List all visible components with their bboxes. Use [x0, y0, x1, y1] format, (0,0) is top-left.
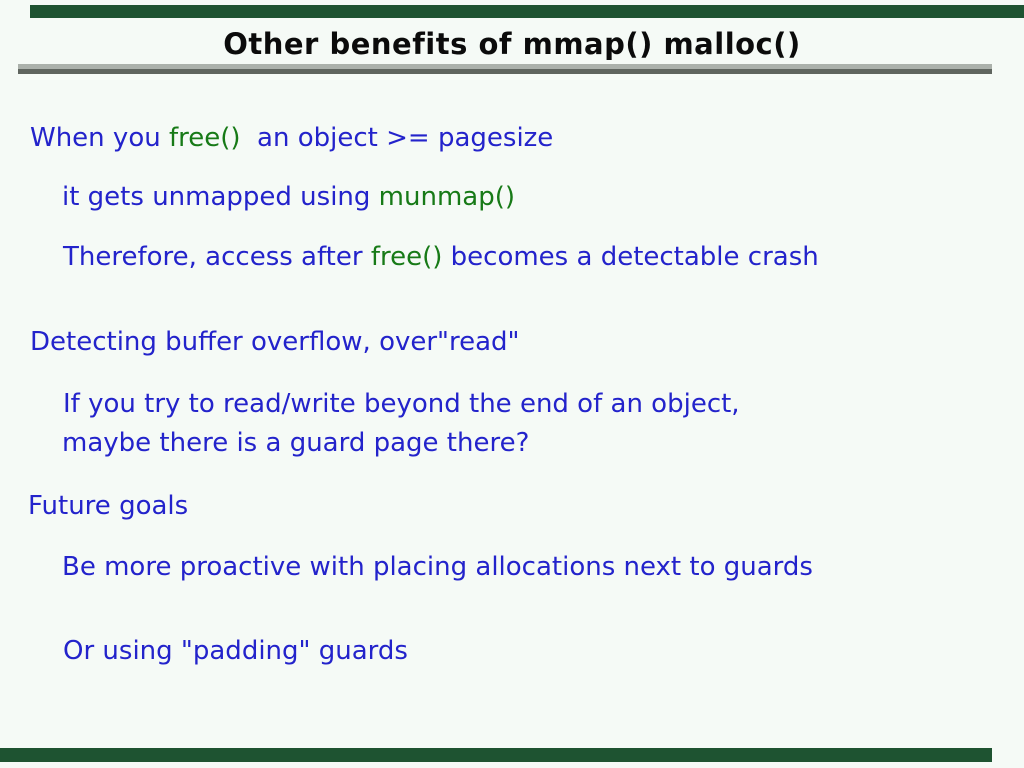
- body-text: Or using "padding" guards: [63, 636, 408, 666]
- body-text: Detecting buffer overflow, over"read": [30, 327, 520, 357]
- body-text: an object >= pagesize: [240, 123, 554, 153]
- bottom-green-bar: [0, 748, 992, 762]
- text-line: [62, 551, 813, 583]
- text-line: [62, 427, 529, 459]
- body-text: becomes a detectable crash: [442, 242, 819, 272]
- body-text: If you try to read/write beyond the end of an object,: [63, 389, 740, 419]
- code-text: munmap(): [378, 182, 516, 212]
- code-text: free(): [370, 242, 443, 272]
- slide-title: Other benefits of mmap() malloc(): [223, 27, 801, 61]
- text-line: [63, 635, 408, 667]
- body-text: maybe there is a guard page there?: [62, 428, 530, 458]
- top-green-bar: [30, 5, 1024, 18]
- body-text: Be more proactive with placing allocations next to guards: [62, 552, 813, 582]
- body-text: it gets unmapped using: [62, 182, 379, 212]
- text-line: [30, 326, 520, 358]
- body-text: Future goals: [28, 491, 189, 521]
- text-line: [63, 388, 740, 420]
- text-line: [63, 241, 819, 273]
- title-separator-rule-dark: [18, 69, 992, 74]
- title-separator-rule: [18, 64, 992, 74]
- text-line: [28, 490, 188, 522]
- text-line: [62, 181, 515, 213]
- text-line: [30, 122, 553, 154]
- body-text: When you: [30, 123, 169, 153]
- code-text: free(): [168, 123, 241, 153]
- body-text: Therefore, access after: [63, 242, 371, 272]
